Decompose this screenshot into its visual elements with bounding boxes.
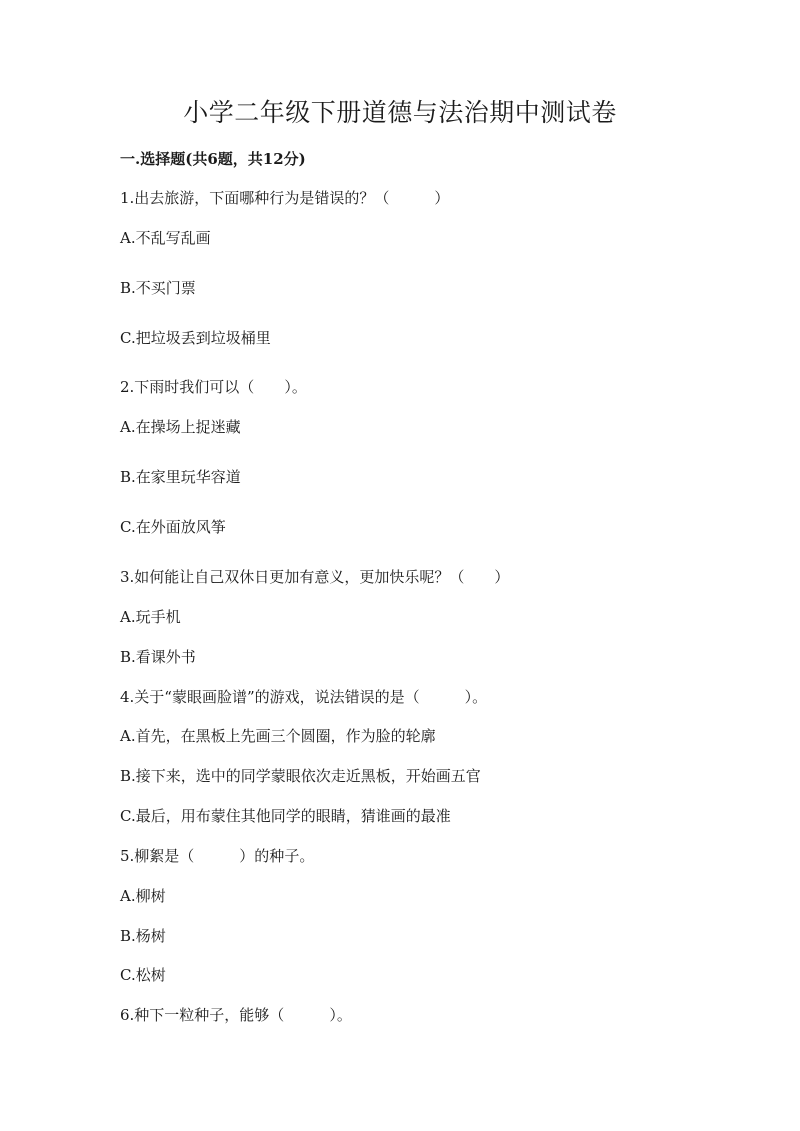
question-3-stem: 3.如何能让自己双休日更加有意义，更加快乐呢？（ ） xyxy=(120,568,510,586)
question-4-option-b: B.接下来，选中的同学蒙眼依次走近黑板，开始画五官 xyxy=(120,767,481,785)
question-4-stem: 4.关于“蒙眼画脸谱”的游戏，说法错误的是（ ）。 xyxy=(120,688,488,706)
section-heading: 一.选择题(共6题，共12分) xyxy=(120,150,306,168)
question-4-option-c: C.最后，用布蒙住其他同学的眼睛，猜谁画的最准 xyxy=(120,807,451,825)
question-3-option-b: B.看课外书 xyxy=(120,648,196,666)
question-2-option-b: B.在家里玩华容道 xyxy=(120,468,241,486)
question-1-option-b: B.不买门票 xyxy=(120,279,196,297)
question-1-option-a: A.不乱写乱画 xyxy=(120,229,211,247)
question-4-option-a: A.首先，在黑板上先画三个圆圈，作为脸的轮廓 xyxy=(120,727,436,745)
question-2-option-c: C.在外面放风筝 xyxy=(120,518,226,536)
question-5-option-c: C.松树 xyxy=(120,966,166,984)
question-5-option-a: A.柳树 xyxy=(120,887,166,905)
page-title: 小学二年级下册道德与法治期中测试卷 xyxy=(183,98,617,127)
question-5-option-b: B.杨树 xyxy=(120,927,166,945)
question-1-option-c: C.把垃圾丢到垃圾桶里 xyxy=(120,329,271,347)
question-1-stem: 1.出去旅游，下面哪种行为是错误的？（ ） xyxy=(120,189,450,207)
question-2-option-a: A.在操场上捉迷藏 xyxy=(120,418,241,436)
question-6-stem: 6.种下一粒种子，能够（ ）。 xyxy=(120,1006,352,1024)
question-3-option-a: A.玩手机 xyxy=(120,608,181,626)
question-2-stem: 2.下雨时我们可以（ ）。 xyxy=(120,378,307,396)
question-5-stem: 5.柳絮是（ ）的种子。 xyxy=(120,847,315,865)
